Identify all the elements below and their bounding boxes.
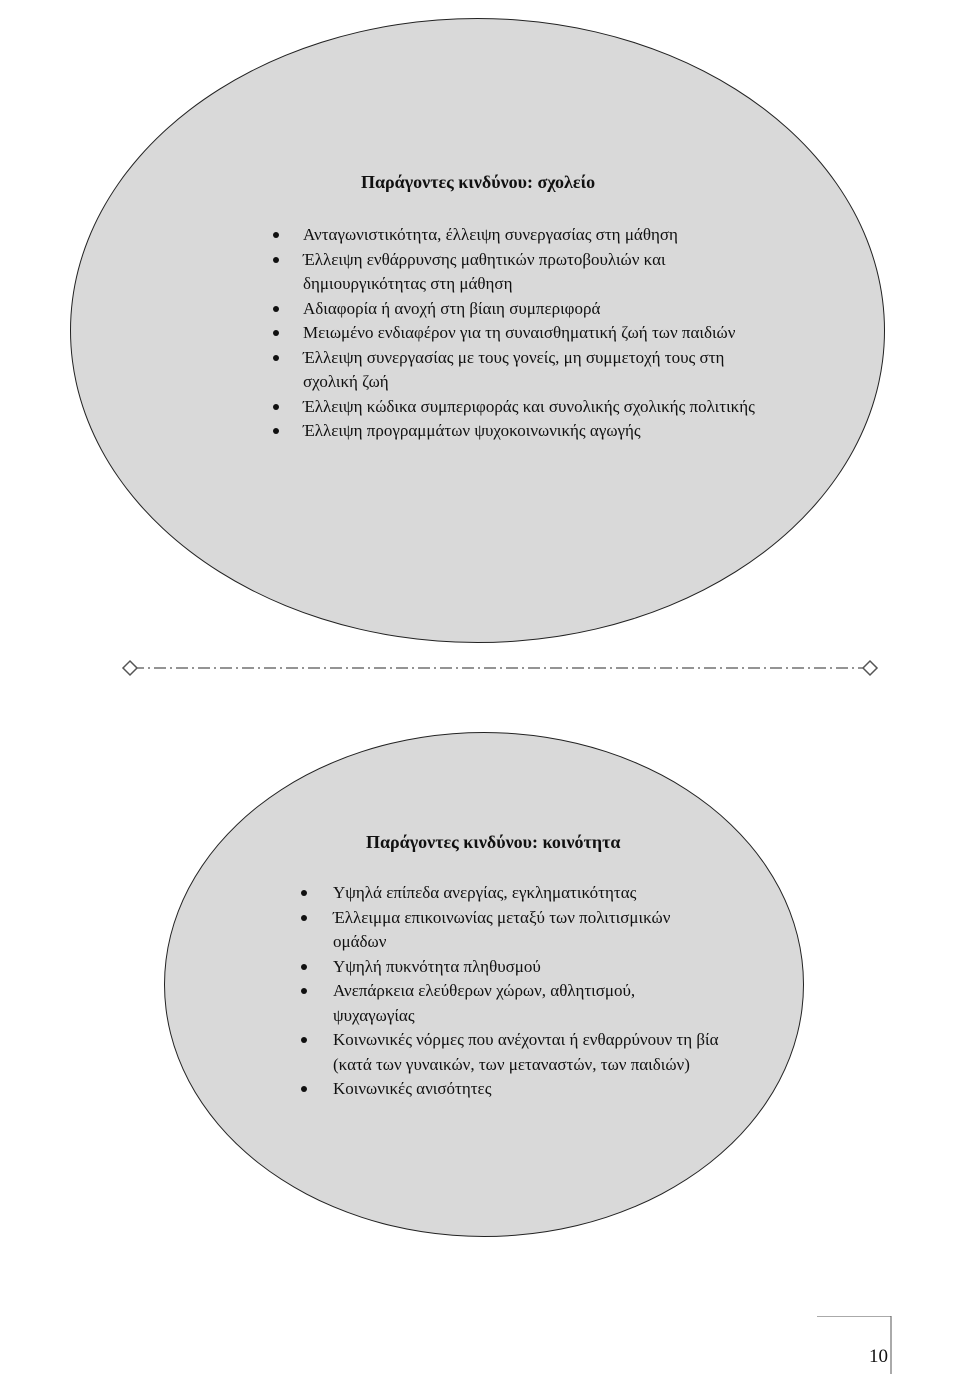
list-item [272, 419, 762, 444]
list-item-text: Αδιαφορία ή ανοχή στη βίαιη συμπεριφορά [303, 298, 601, 318]
bullet-icon [301, 988, 307, 994]
list-item [272, 395, 762, 420]
bullet-icon [273, 306, 279, 312]
page-number: 10 [869, 1346, 888, 1367]
community-risk-title: Παράγοντες κινδύνου: κοινότητα [366, 832, 621, 852]
bullet-icon [273, 428, 279, 434]
list-item [272, 297, 762, 322]
school-risk-panel [272, 172, 762, 444]
list-item [272, 321, 762, 346]
school-risk-list [272, 223, 762, 444]
section-divider [120, 658, 880, 678]
list-item [300, 955, 720, 980]
list-item-text: Έλλειψη προγραμμάτων ψυχοκοινωνικής αγωγής [303, 421, 641, 440]
school-risk-title: Παράγοντες κινδύνου: σχολείο [361, 172, 596, 192]
bullet-icon [273, 330, 279, 336]
list-item-text: Μειωμένο ενδιαφέρον για τη συναισθηματική ζωή των παιδιών [303, 323, 736, 342]
bullet-icon [273, 232, 279, 238]
bullet-icon [301, 915, 307, 921]
bullet-icon [301, 964, 307, 970]
list-item-text: Έλλειψη κώδικα συμπεριφοράς και συνολικής σχολικής πολιτικής [303, 396, 755, 416]
bullet-icon [301, 1037, 307, 1043]
list-item [272, 248, 762, 297]
list-item [300, 1077, 720, 1102]
list-item [300, 979, 720, 1028]
list-item [272, 346, 762, 395]
bullet-icon [301, 1086, 307, 1092]
diamond-left-icon [123, 661, 137, 675]
list-item-text: Ανεπάρκεια ελεύθερων χώρων, αθλητισμού, ψυχαγωγίας [333, 981, 636, 1025]
list-item [272, 223, 762, 248]
list-item [300, 906, 720, 955]
list-item-text: Κοινωνικές νόρμες που ανέχονται ή ενθαρρύνουν τη βία (κατά των γυναικών, των μεταναστών, των παιδιών) [333, 1030, 719, 1074]
bullet-icon [301, 890, 307, 896]
community-risk-panel [300, 832, 720, 1102]
bullet-icon [273, 355, 279, 361]
list-item-text: Έλλειψη ενθάρρυνσης μαθητικών πρωτοβουλιών και δημιουργικότητας στη μάθηση [303, 249, 666, 293]
list-item [300, 1028, 720, 1077]
list-item [300, 881, 720, 906]
diamond-right-icon [863, 661, 877, 675]
bullet-icon [273, 404, 279, 410]
list-item-text: Υψηλή πυκνότητα πληθυσμού [333, 956, 541, 976]
list-item-text: Έλλειψη συνεργασίας με τους γονείς, μη συμμετοχή τους στη σχολική ζωή [303, 347, 725, 391]
community-risk-list [300, 881, 720, 1102]
list-item-text: Έλλειμμα επικοινωνίας μεταξύ των πολιτισμικών ομάδων [333, 907, 671, 951]
list-item-text: Κοινωνικές ανισότητες [333, 1079, 492, 1098]
list-item-text: Ανταγωνιστικότητα, έλλειψη συνεργασίας στη μάθηση [303, 225, 678, 244]
list-item-text: Υψηλά επίπεδα ανεργίας, εγκληματικότητας [333, 883, 637, 902]
bullet-icon [273, 257, 279, 263]
